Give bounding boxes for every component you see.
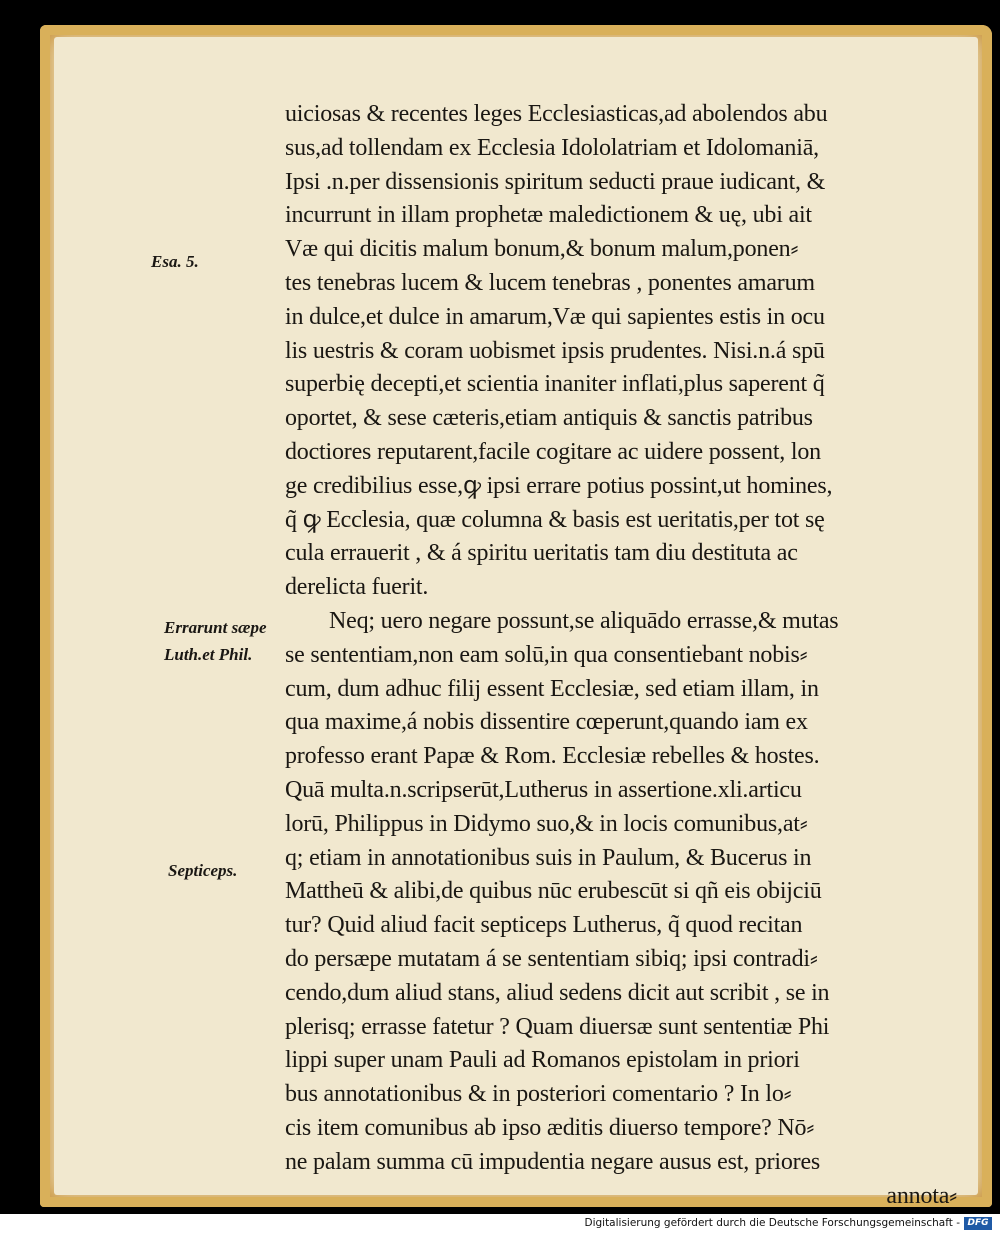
- text-line: cis item comunibus ab ipso æditis diuerso tempore? Nō⸗: [285, 1114, 815, 1141]
- text-line: q̃ ꝙ Ecclesia, quæ columna & basis est ueritatis,per tot sę: [285, 506, 825, 533]
- text-line: do persæpe mutatam á se sententiam sibiq; ipsi contradi⸗: [285, 945, 818, 972]
- text-line: lorū, Philippus in Didymo suo,& in locis comunibus,at⸗: [285, 810, 808, 837]
- book-page: [40, 25, 992, 1207]
- text-line: ge credibilius esse,ꝙ ipsi errare potius possint,ut homines,: [285, 472, 833, 499]
- marginal-note-esa: Esa. 5.: [151, 252, 199, 271]
- text-line: uiciosas & recentes leges Ecclesiasticas,ad abolendos abu: [285, 101, 828, 127]
- text-line: Ipsi .n.per dissensionis spiritum seducti praue iudicant, &: [285, 168, 826, 195]
- text-line-paragraph-start: Neq; uero negare possunt,se aliquādo errasse,& mutas: [329, 607, 839, 634]
- text-line: sus,ad tollendam ex Ecclesia Idololatriam et Idolomaniā,: [285, 134, 819, 161]
- text-line: cum, dum adhuc filij essent Ecclesiæ, sed etiam illam, in: [285, 675, 819, 702]
- text-line: cula errauerit , & á spiritu ueritatis tam diu destituta ac: [285, 540, 798, 567]
- text-line: doctiores reputarent,facile cogitare ac uidere possent, lon: [285, 438, 821, 465]
- text-line: oportet, & sese cæteris,etiam antiquis & sanctis patribus: [285, 405, 813, 432]
- text-line: professo erant Papæ & Rom. Ecclesiæ rebelles & hostes.: [285, 743, 820, 770]
- text-line: qua maxime,á nobis dissentire cœperunt,quando iam ex: [285, 709, 808, 736]
- text-line: plerisq; errasse fatetur ? Quam diuersæ sunt sententiæ Phi: [285, 1013, 830, 1040]
- text-line: Quā multa.n.scripserūt,Lutherus in assertione.xli.articu: [285, 776, 802, 803]
- text-line: superbię decepti,et scientia inaniter inflati,plus saperent q̃: [285, 371, 825, 398]
- text-line: ne palam summa cū impudentia negare ausus est, priores: [285, 1148, 821, 1175]
- text-line: incurrunt in illam prophetæ maledictionem & uę, ubi ait: [285, 202, 812, 229]
- text-line: Mattheū & alibi,de quibus nūc erubescūt si qñ eis obijciū: [285, 878, 822, 905]
- text-line: se sententiam,non eam solū,in qua consentiebant nobis⸗: [285, 641, 808, 668]
- funding-notice: Digitalisierung gefördert durch die Deutsche Forschungsgemeinschaft -: [584, 1217, 960, 1229]
- text-line: tes tenebras lucem & lucem tenebras , ponentes amarum: [285, 269, 815, 296]
- body-text: [285, 98, 957, 1213]
- text-line: Vӕ qui dicitis malum bonum,& bonum malum,ponen⸗: [285, 236, 799, 263]
- text-line: in dulce,et dulce in amarum,Vӕ qui sapientes estis in ocu: [285, 303, 825, 330]
- catchword: annota⸗: [886, 1182, 957, 1209]
- marginal-note-errarunt-line2: Luth.et Phil.: [164, 645, 253, 664]
- digitization-footer: [0, 1214, 1000, 1233]
- marginal-note-septiceps: Septiceps.: [168, 861, 238, 880]
- text-line: lis uestris & coram uobismet ipsis prudentes. Nisi.n.á spū: [285, 337, 825, 364]
- text-line: derelicta fuerit.: [285, 574, 429, 601]
- text-line: tur? Quid aliud facit septiceps Lutherus, q̃ quod recitan: [285, 912, 803, 939]
- marginal-note-errarunt-line1: Errarunt sæpe: [164, 618, 267, 637]
- text-line: bus annotationibus & in posteriori comentario ? In lo⸗: [285, 1081, 792, 1108]
- text-line: cendo,dum aliud stans, aliud sedens dicit aut scribit , se in: [285, 979, 830, 1006]
- text-line: q; etiam in annotationibus suis in Paulum, & Bucerus in: [285, 844, 812, 871]
- text-line: lippi super unam Pauli ad Romanos epistolam in priori: [285, 1047, 800, 1074]
- dfg-logo[interactable]: DFG: [964, 1217, 992, 1230]
